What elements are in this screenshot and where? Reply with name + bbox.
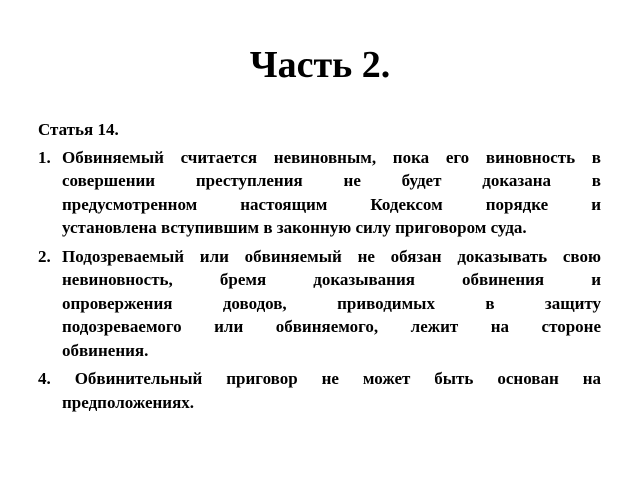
list-item-line: невиновность, бремя доказывания обвинения и (62, 270, 601, 289)
list-item-line: Обвиняемый считается невиновным, пока его виновность в (62, 147, 601, 167)
slide-title: Часть 2. (249, 44, 391, 86)
list-item-1 (38, 146, 601, 240)
list-item-4 (38, 367, 601, 414)
list-item-first-line (38, 367, 601, 391)
list-item-2 (38, 245, 601, 363)
article-heading: Статья 14. (38, 120, 119, 139)
list-item-line: предположениях. (62, 392, 195, 412)
list-item-number: 2. (38, 246, 51, 266)
list-item-line: Подозреваемый или обвиняемый не обязан доказывать свою (62, 246, 601, 266)
list-item-line: подозреваемого или обвиняемого, лежит на стороне (62, 317, 601, 336)
list-item-line: предусмотренном настоящим Кодексом порядке и (62, 194, 601, 214)
list-item-number: 1. (38, 147, 51, 167)
list-item-line: установлена вступившим в законную силу приговором суда. (62, 218, 527, 237)
list-item-line: совершении преступления не будет доказана в (62, 171, 601, 190)
list-item-line: обвинения. (62, 340, 149, 360)
list-item-line: опровержения доводов, приводимых в защиту (62, 293, 601, 313)
list-item-number: 4. (38, 369, 51, 388)
slide-body (38, 118, 601, 419)
list-item-line: Обвинительный приговор не может быть основан на (74, 369, 601, 388)
